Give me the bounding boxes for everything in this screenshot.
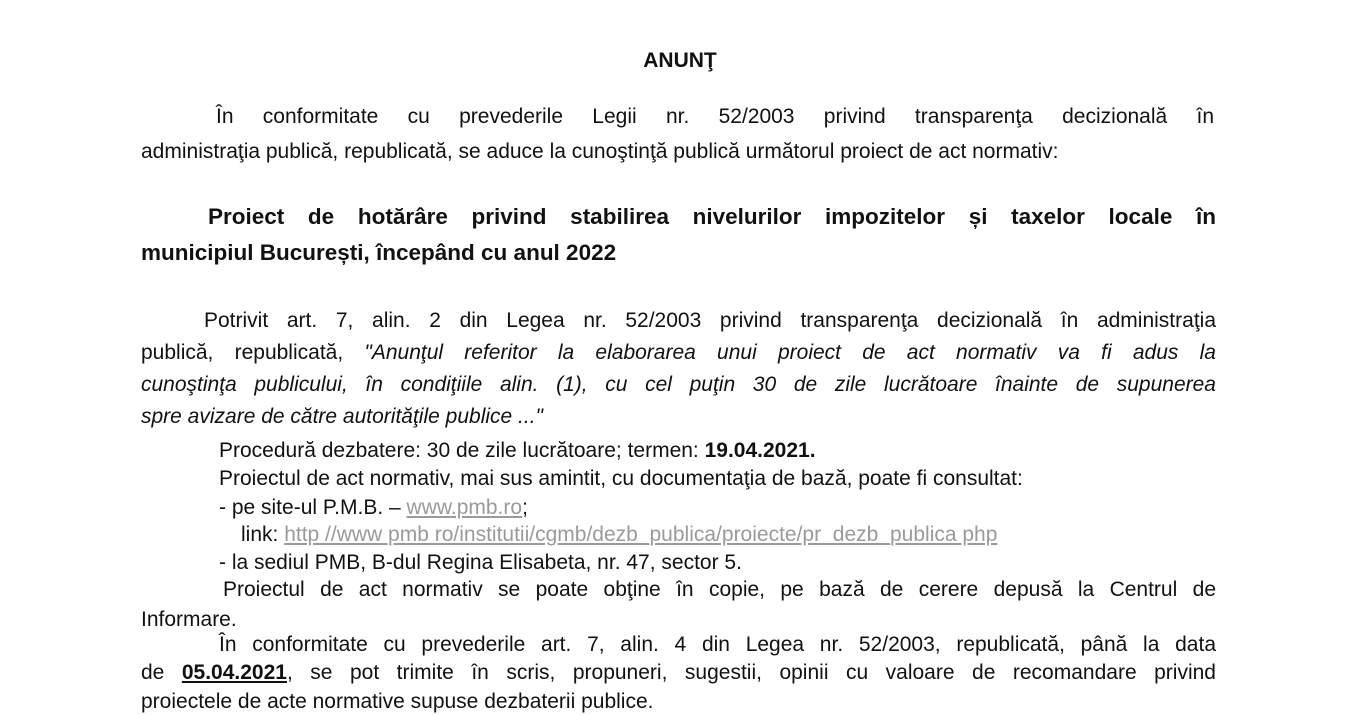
seat-list-item: - la sediul PMB, B-dul Regina Elisabeta, nr. 47, sector 5. bbox=[219, 551, 742, 574]
article-7-line-2 bbox=[141, 340, 1216, 366]
site-item-prefix: - pe site-ul P.M.B. – bbox=[219, 496, 407, 519]
intro-paragraph-line-1: În conformitate cu prevederile Legii nr. 52/2003 privind transparenţa decizională în bbox=[216, 105, 1214, 128]
article-7-line-1: Potrivit art. 7, alin. 2 din Legea nr. 52/2003 privind transparenţa decizională în administraţia bbox=[204, 309, 1216, 332]
article-7-quote-line-3: cunoştinţa publicului, în condiţiile alin. (1), cu cel puţin 30 de zile lucrătoare înainte de supunerea bbox=[141, 373, 1216, 396]
site-item-suffix: ; bbox=[522, 496, 528, 519]
project-title-line-1: Proiect de hotărâre privind stabilirea nivelurilor impozitelor și taxelor locale în bbox=[208, 204, 1216, 229]
consult-intro: Proiectul de act normativ, mai sus amintit, cu documentaţia de bază, poate fi consultat: bbox=[219, 467, 1023, 490]
link-prefix: link: bbox=[241, 523, 285, 546]
procedure-line bbox=[219, 438, 816, 464]
article-7-4-rest: , se pot trimite în scris, propuneri, sugestii, opinii cu valoare de recomandare privind bbox=[286, 661, 1216, 684]
article-7-quote-start: "Anunţul referitor la elaborarea unui proiect de act normativ va fi adus la bbox=[364, 341, 1216, 364]
article-7-4-line-3: proiectele de acte normative supuse dezbaterii publice. bbox=[141, 690, 654, 713]
procedure-label: Procedură dezbatere: 30 de zile lucrătoare; termen: bbox=[219, 439, 705, 462]
projects-page-link[interactable]: http //www pmb ro/institutii/cgmb/dezb_publica/proiecte/pr_dezb_publica php bbox=[284, 523, 998, 546]
project-link-item bbox=[241, 522, 997, 548]
article-7-4-line-1: În conformitate cu prevederile art. 7, alin. 4 din Legea nr. 52/2003, republicată, până la data bbox=[219, 633, 1216, 656]
copy-paragraph-line-2: Informare. bbox=[141, 608, 237, 631]
procedure-deadline: 19.04.2021. bbox=[704, 439, 816, 462]
intro-paragraph-line-2: administraţia publică, republicată, se aduce la cunoştinţă publică următorul proiect de act normativ: bbox=[141, 140, 1059, 163]
project-title-line-2: municipiul București, începând cu anul 2022 bbox=[141, 240, 617, 265]
article-7-line-2-plain: publică, republicată, bbox=[141, 341, 365, 364]
article-7-quote-line-4: spre avizare de către autorităţile publice ..." bbox=[141, 405, 543, 428]
site-list-item bbox=[219, 495, 528, 521]
article-7-4-prefix: de bbox=[141, 661, 182, 684]
pmb-site-link[interactable]: www.pmb.ro bbox=[406, 496, 523, 519]
submission-date: 05.04.2021 bbox=[181, 661, 287, 684]
document-title: ANUNŢ bbox=[643, 49, 717, 72]
article-7-4-line-2 bbox=[141, 660, 1216, 686]
copy-paragraph-line-1: Proiectul de act normativ se poate obţine în copie, pe bază de cerere depusă la Centrul de bbox=[223, 578, 1216, 601]
